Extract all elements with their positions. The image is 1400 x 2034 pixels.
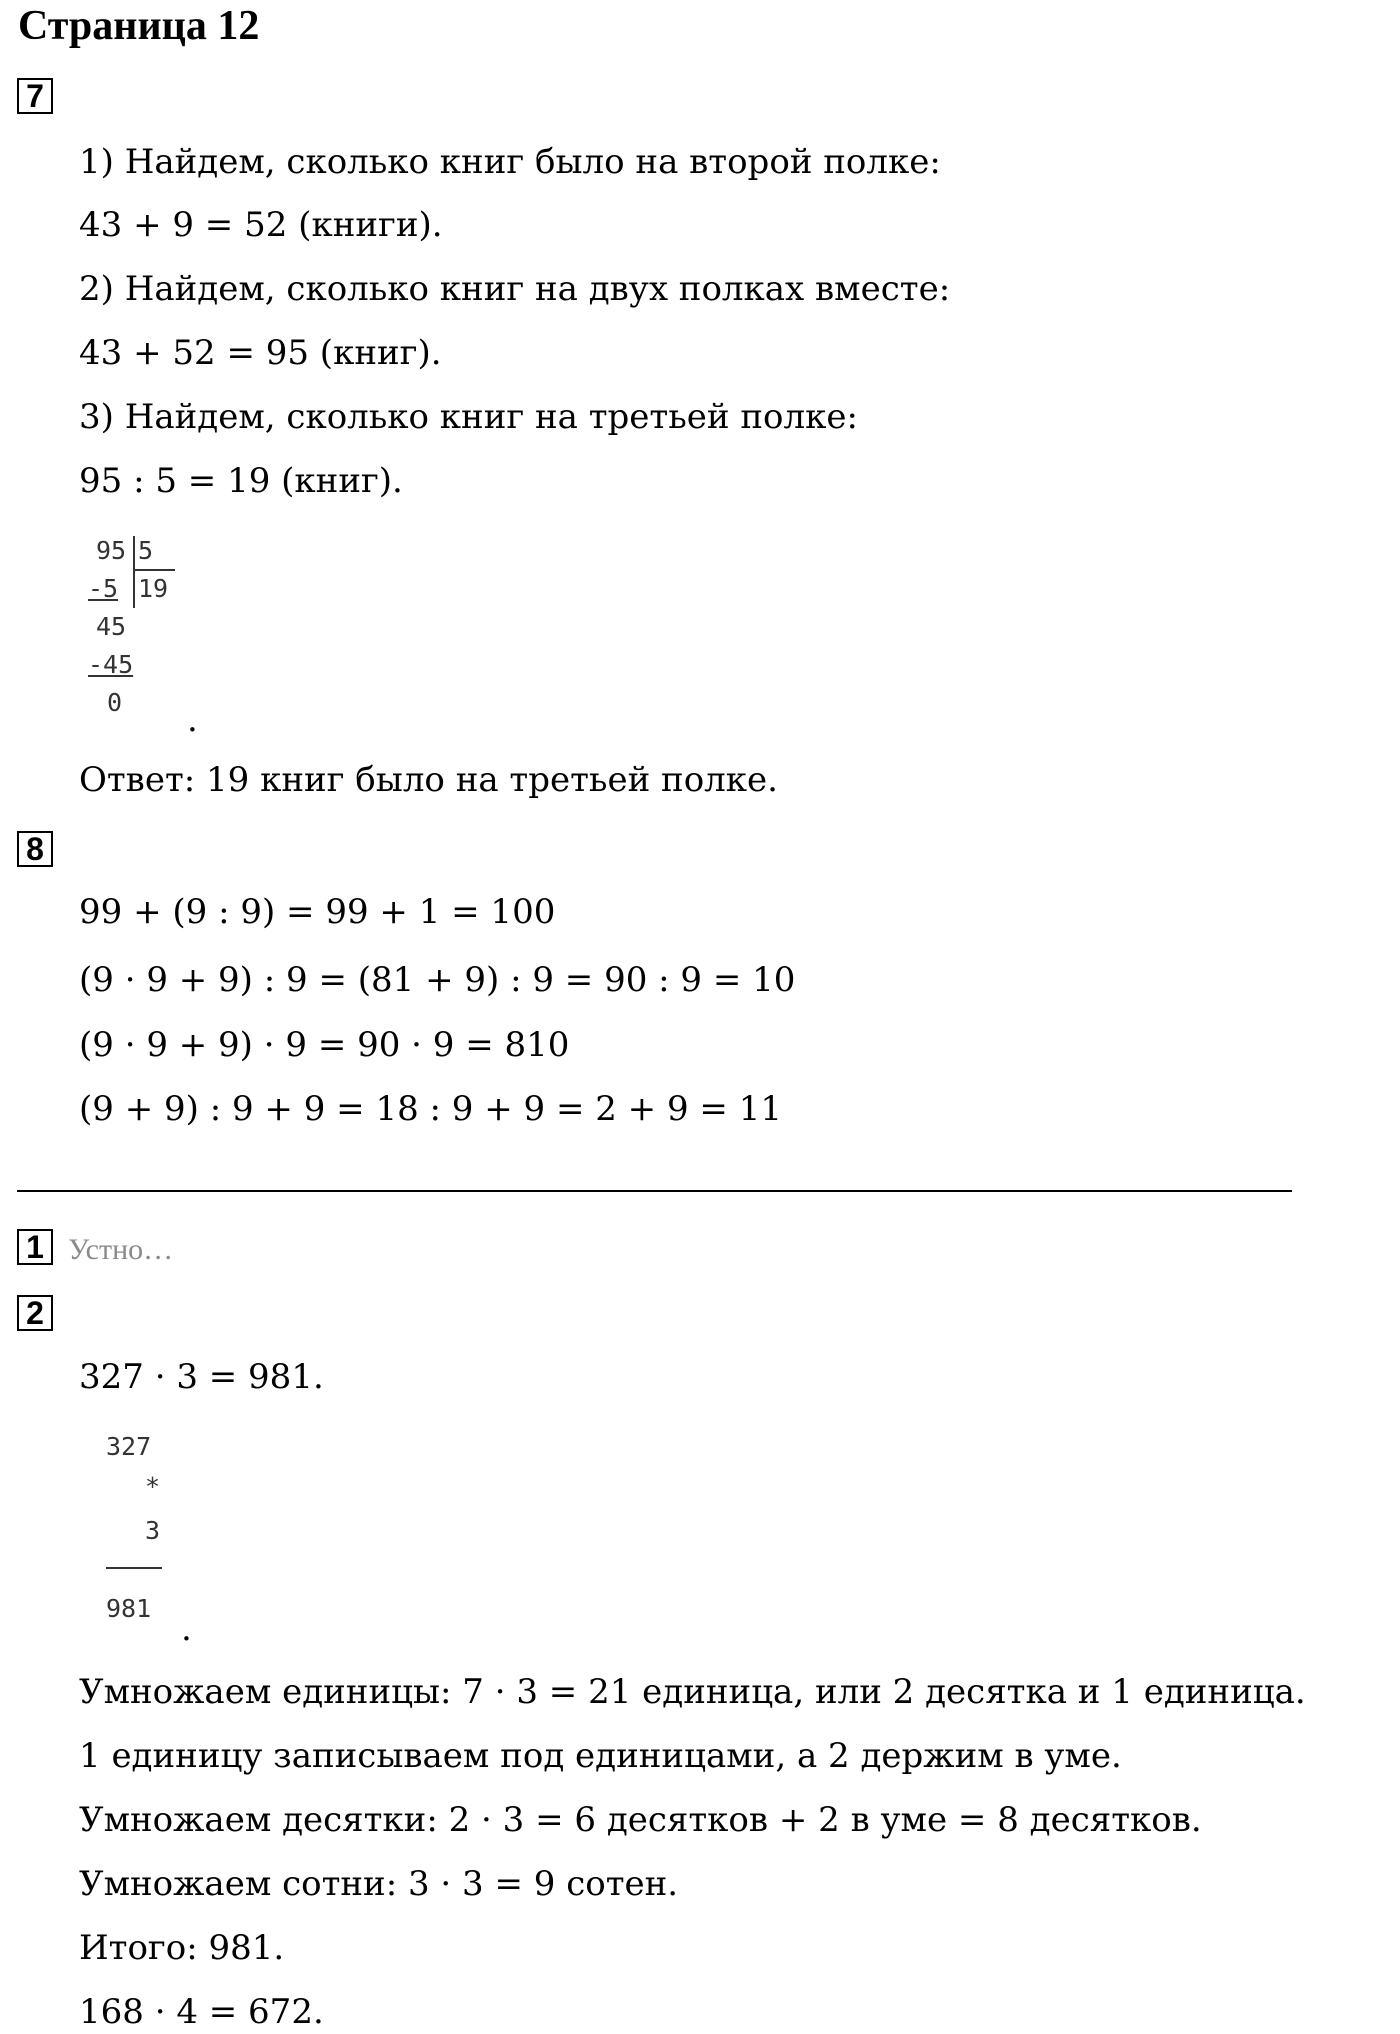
page-title: Страница 12: [18, 3, 260, 49]
mult-result: 981: [106, 1594, 152, 1623]
multiplication-end-dot: .: [181, 1609, 192, 1649]
task-number-8: 8: [17, 831, 53, 867]
task-number-7: 7: [17, 78, 53, 114]
task-number-1: 1: [17, 1229, 53, 1265]
mult-operator: *: [145, 1472, 161, 1501]
task8-line-4: (9 + 9) : 9 + 9 = 18 : 9 + 9 = 2 + 9 = 11: [79, 1089, 782, 1129]
task2-line-6: 168 · 4 = 672.: [79, 1992, 324, 2032]
mult-result-line: [106, 1567, 162, 1569]
task2-line-2: 1 единицу записываем под единицами, а 2 держим в уме.: [79, 1736, 1122, 1776]
task8-line-2: (9 · 9 + 9) : 9 = (81 + 9) : 9 = 90 : 9 = 10: [79, 960, 796, 1000]
division-end-dot: .: [187, 700, 198, 740]
division-dividend: 95: [96, 536, 127, 565]
task7-answer: Ответ: 19 книг было на третьей полке.: [79, 760, 778, 800]
division-vertical-line: [133, 536, 135, 608]
division-step-1: -5: [88, 574, 119, 603]
division-divisor-underline: [133, 569, 175, 571]
task2-line-5: Итого: 981.: [79, 1928, 285, 1968]
task2-line-3: Умножаем десятки: 2 · 3 = 6 десятков + 2 в уме = 8 десятков.: [79, 1800, 1202, 1840]
task7-line-5: 3) Найдем, сколько книг на третьей полке:: [79, 397, 858, 437]
task8-line-1: 99 + (9 : 9) = 99 + 1 = 100: [79, 892, 556, 932]
division-step-2: -45: [88, 650, 134, 679]
task2-line-1: Умножаем единицы: 7 · 3 = 21 единица, или 2 десятка и 1 единица.: [79, 1672, 1306, 1712]
division-remainder-1: 45: [96, 612, 127, 641]
task1-text: Устно…: [68, 1233, 174, 1266]
task8-line-3: (9 · 9 + 9) · 9 = 90 · 9 = 810: [79, 1025, 570, 1065]
task7-line-2: 43 + 9 = 52 (книги).: [79, 205, 443, 245]
task2-line-4: Умножаем сотни: 3 · 3 = 9 сотен.: [79, 1864, 679, 1904]
task2-first-line: 327 · 3 = 981.: [79, 1357, 324, 1397]
task7-line-4: 43 + 52 = 95 (книг).: [79, 333, 442, 373]
task7-line-6: 95 : 5 = 19 (книг).: [79, 461, 403, 501]
task7-line-1: 1) Найдем, сколько книг было на второй полке:: [79, 142, 941, 182]
mult-multiplicand: 327: [106, 1432, 152, 1461]
task7-line-3: 2) Найдем, сколько книг на двух полках вместе:: [79, 269, 951, 309]
division-remainder-2: 0: [107, 688, 123, 717]
division-quotient: 19: [138, 574, 169, 603]
division-divisor: 5: [138, 536, 154, 565]
task-number-2: 2: [17, 1295, 53, 1331]
section-divider: [17, 1190, 1292, 1192]
mult-multiplier: 3: [145, 1516, 161, 1545]
